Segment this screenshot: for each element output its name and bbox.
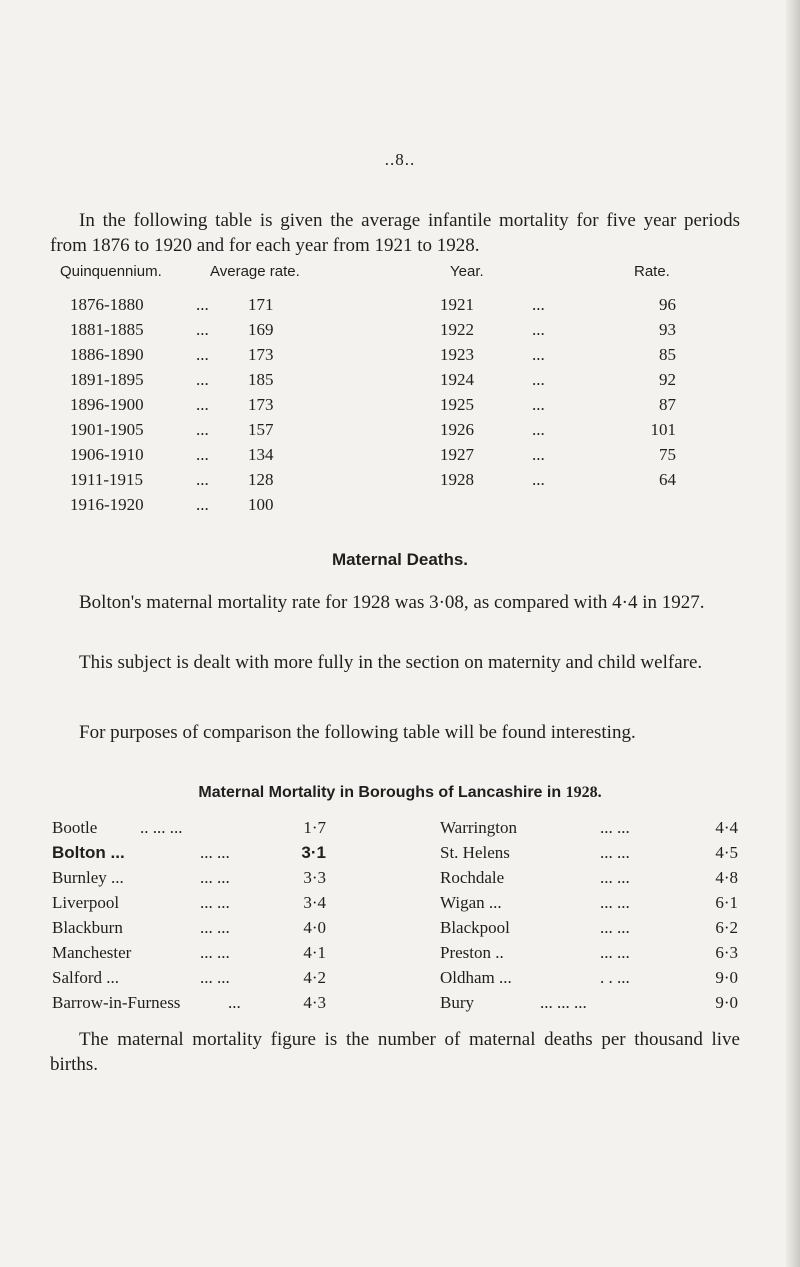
boroughs-heading-text: Maternal Mortality in Boroughs of Lancashire in [198, 784, 562, 801]
average-rate-cell: 134 [248, 445, 274, 464]
table-row [0, 395, 800, 419]
table-row [0, 893, 800, 917]
table-row [0, 868, 800, 892]
year-cell: 1928 [440, 470, 474, 489]
borough-name: Blackburn [52, 918, 123, 937]
rate-cell: 85 [659, 345, 676, 364]
average-rate-cell: 100 [248, 495, 274, 514]
leader-dots: .. ... ... [140, 818, 183, 837]
quinquennium-cell: 1906-1910 [70, 445, 144, 464]
table-row [0, 843, 800, 867]
borough-rate: 4·8 [715, 868, 738, 887]
average-rate-cell: 169 [248, 320, 274, 339]
leader-dots: ... [532, 420, 545, 439]
table-row [0, 993, 800, 1017]
leader-dots: ... [532, 395, 545, 414]
leader-dots: ... ... [600, 818, 630, 837]
header-year: Year. [450, 263, 484, 280]
leader-dots: ... ... [200, 868, 230, 887]
quinquennium-cell: 1876-1880 [70, 295, 144, 314]
quinquennium-cell: 1911-1915 [70, 470, 144, 489]
borough-name: Rochdale [440, 868, 505, 887]
average-rate-cell: 173 [248, 395, 274, 414]
quinquennium-cell: 1886-1890 [70, 345, 144, 364]
leader-dots: ... ... [200, 943, 230, 962]
borough-rate: 4·3 [303, 993, 326, 1012]
table-row [0, 445, 800, 469]
rate-cell: 75 [659, 445, 676, 464]
borough-rate: 3·1 [301, 843, 326, 862]
leader-dots: ... ... [600, 893, 630, 912]
borough-name: Burnley ... [52, 868, 124, 887]
borough-rate: 4·5 [715, 843, 738, 862]
leader-dots: ... ... [200, 843, 230, 862]
leader-dots: ... [196, 495, 209, 514]
borough-name: Barrow-in-Furness [52, 993, 181, 1012]
page-edge-shadow [786, 0, 800, 1267]
year-cell: 1921 [440, 295, 474, 314]
borough-rate: 4·1 [303, 943, 326, 962]
table-row [0, 943, 800, 967]
leader-dots: ... ... [200, 918, 230, 937]
borough-name: Bury [440, 993, 474, 1012]
quinquennium-cell: 1881-1885 [70, 320, 144, 339]
header-quinquennium: Quinquennium. [60, 263, 162, 280]
header-rate: Rate. [634, 263, 670, 280]
intro-paragraph: In the following table is given the average infantile mortality for five year periods from 1876 to 1920 and for each year from 1921 to 1928. [50, 210, 740, 256]
page-number: ..8.. [384, 150, 416, 169]
leader-dots: ... [532, 295, 545, 314]
footnote-paragraph: The maternal mortality figure is the number of maternal deaths per thousand live births. [50, 1029, 740, 1075]
borough-rate: 3·3 [303, 868, 326, 887]
borough-rate: 3·4 [303, 893, 326, 912]
rate-cell: 87 [659, 395, 676, 414]
leader-dots: ... ... [200, 893, 230, 912]
borough-name: Blackpool [440, 918, 510, 937]
borough-name: Wigan ... [440, 893, 502, 912]
boroughs-heading [0, 784, 800, 802]
quinquennium-cell: 1916-1920 [70, 495, 144, 514]
borough-rate: 4·2 [303, 968, 326, 987]
borough-rate: 6·1 [715, 893, 738, 912]
quinquennium-cell: 1896-1900 [70, 395, 144, 414]
borough-name: St. Helens [440, 843, 510, 862]
borough-name: Liverpool [52, 893, 120, 912]
borough-rate: 9·0 [715, 993, 738, 1012]
table-row [0, 320, 800, 344]
leader-dots: ... [196, 370, 209, 389]
rate-cell: 92 [659, 370, 676, 389]
header-average-rate: Average rate. [210, 263, 300, 280]
table-row [0, 495, 800, 519]
borough-rate: 6·2 [715, 918, 738, 937]
borough-name: Manchester [52, 943, 132, 962]
year-cell: 1926 [440, 420, 474, 439]
borough-name: Preston .. [440, 943, 504, 962]
table-row [0, 295, 800, 319]
year-cell: 1923 [440, 345, 474, 364]
table-row [0, 918, 800, 942]
borough-rate: 4·0 [303, 918, 326, 937]
rate-cell: 101 [650, 420, 676, 439]
leader-dots: ... ... [600, 918, 630, 937]
borough-name: Warrington [440, 818, 517, 837]
maternal-deaths-heading: Maternal Deaths. [331, 550, 469, 569]
quinquennium-cell: 1891-1895 [70, 370, 144, 389]
leader-dots: ... [532, 345, 545, 364]
leader-dots: ... [532, 470, 545, 489]
borough-rate: 9·0 [715, 968, 738, 987]
table-row [0, 470, 800, 494]
quinquennium-cell: 1901-1905 [70, 420, 144, 439]
leader-dots: ... ... ... [540, 993, 587, 1012]
leader-dots: ... [532, 320, 545, 339]
borough-name: Bootle [52, 818, 98, 837]
leader-dots: ... [196, 445, 209, 464]
leader-dots: . . ... [600, 968, 630, 987]
year-cell: 1924 [440, 370, 474, 389]
year-cell: 1925 [440, 395, 474, 414]
leader-dots: ... [196, 345, 209, 364]
leader-dots: ... [196, 320, 209, 339]
average-rate-cell: 173 [248, 345, 274, 364]
rate-cell: 64 [659, 470, 676, 489]
leader-dots: ... [196, 295, 209, 314]
borough-name: Oldham ... [440, 968, 512, 987]
year-cell: 1922 [440, 320, 474, 339]
leader-dots: ... [532, 445, 545, 464]
leader-dots: ... ... [600, 943, 630, 962]
leader-dots: ... [228, 993, 241, 1012]
maternal-rate-paragraph: Bolton's maternal mortality rate for 1928 was 3·08, as compared with 4·4 in 1927. [79, 592, 705, 613]
table-row [0, 345, 800, 369]
borough-rate: 1·7 [303, 818, 326, 837]
year-cell: 1927 [440, 445, 474, 464]
rate-cell: 93 [659, 320, 676, 339]
average-rate-cell: 157 [248, 420, 274, 439]
borough-name: Bolton ... [52, 843, 125, 862]
leader-dots: ... [196, 420, 209, 439]
borough-rate: 4·4 [715, 818, 738, 837]
table-row [0, 420, 800, 444]
boroughs-heading-year: 1928. [565, 784, 602, 801]
leader-dots: ... [196, 470, 209, 489]
leader-dots: ... [196, 395, 209, 414]
borough-rate: 6·3 [715, 943, 738, 962]
table-row [0, 370, 800, 394]
leader-dots: ... ... [600, 868, 630, 887]
subject-paragraph: This subject is dealt with more fully in the section on maternity and child welfare. [79, 652, 703, 673]
average-rate-cell: 128 [248, 470, 274, 489]
borough-name: Salford ... [52, 968, 120, 987]
table-row [0, 968, 800, 992]
leader-dots: ... [532, 370, 545, 389]
rate-cell: 96 [659, 295, 676, 314]
average-rate-cell: 171 [248, 295, 274, 314]
table-row [0, 818, 800, 842]
leader-dots: ... ... [200, 968, 230, 987]
leader-dots: ... ... [600, 843, 630, 862]
comparison-paragraph: For purposes of comparison the following table will be found interesting. [79, 722, 636, 743]
average-rate-cell: 185 [248, 370, 274, 389]
